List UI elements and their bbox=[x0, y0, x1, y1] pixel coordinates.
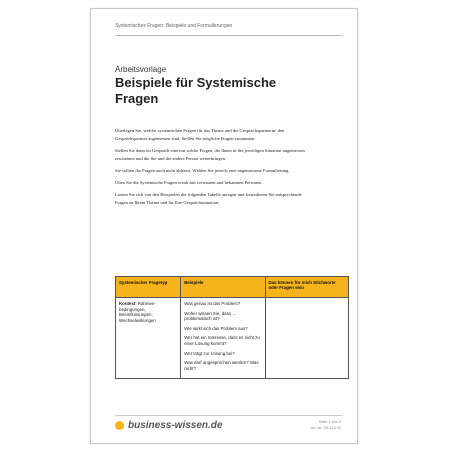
header-divider bbox=[115, 35, 343, 36]
example-question: Was genau ist das Problem? bbox=[184, 301, 241, 306]
article-number: Art.-Nr. SB 113 02 bbox=[310, 426, 341, 430]
running-header: Systemisches Fragen: Beispiele und Formulierungen bbox=[115, 23, 233, 29]
cell-examples bbox=[181, 298, 265, 379]
body-paragraph: Sie sollten die Fragen auch nicht ablesen. Wählen Sie jeweils eine angemessene Formulierung. bbox=[115, 168, 290, 173]
footer-divider bbox=[115, 415, 343, 416]
body-paragraph: Üben Sie die Systemische Fragen vorab mit vertrauten und bekannten Personen. bbox=[115, 180, 263, 185]
cell-question-type bbox=[116, 298, 181, 379]
example-question: Wer trägt zur Lösung bei? bbox=[184, 350, 235, 356]
example-question: Wie wirkt sich das Problem aus? bbox=[184, 325, 248, 331]
page-info bbox=[310, 419, 341, 431]
example-question: Wer hat ein Interesse, dass es nicht zu einer Lösung kommt? bbox=[184, 335, 260, 346]
page-number: Seite 1 von 2 bbox=[318, 420, 341, 424]
table-row bbox=[116, 298, 349, 379]
brand-logo bbox=[115, 420, 222, 431]
question-table bbox=[115, 276, 349, 379]
table-header-type: Systemischer Fragetyp bbox=[116, 277, 181, 298]
example-question: Woher wissen Sie, dass … problematisch ist? bbox=[184, 310, 237, 322]
table-header-examples: Beispiele bbox=[181, 277, 265, 298]
body-paragraph: Lassen Sie sich von den Beispielen der folgenden Tabelle anregen und formulieren Sie entsprechende Fragen zu Ihrem Thema und für Ihre Gesprächssituation. bbox=[115, 192, 302, 205]
body-paragraph: Überlegen Sie, welche systemischen Fragen für das Thema und die Gesprächspartnerin/ den Gesprächspartner angemessen sind. Stellen Sie mögliche Fragen zusammen. bbox=[115, 128, 285, 141]
document-kicker: Arbeitsvorlage bbox=[115, 65, 167, 74]
question-type-description: : Rahmen-bedingungen, Beeinflussungen, Wechselwirkungen bbox=[119, 301, 156, 323]
document-title: Beispiele für Systemische Fragen bbox=[115, 75, 277, 106]
document-page bbox=[90, 8, 358, 444]
brand-name: business-wissen.de bbox=[128, 420, 223, 431]
table-header-row bbox=[116, 277, 349, 298]
table-header-notes: Das können für mich Stichworte oder Fragen sein bbox=[265, 277, 349, 298]
example-question: Was darf angesprochen werden? Was nicht? bbox=[184, 360, 259, 371]
question-type-name: Kontext bbox=[119, 301, 136, 306]
logo-dot-icon bbox=[115, 421, 124, 430]
body-paragraph: Stellen Sie dann im Gespräch eine nur solche Fragen, die Ihnen in der jeweiligen Situation angemessen erscheinen und die Sie und die andere Person weiterbringen. bbox=[115, 148, 305, 161]
document-body bbox=[115, 127, 307, 211]
cell-notes[interactable] bbox=[265, 298, 349, 379]
